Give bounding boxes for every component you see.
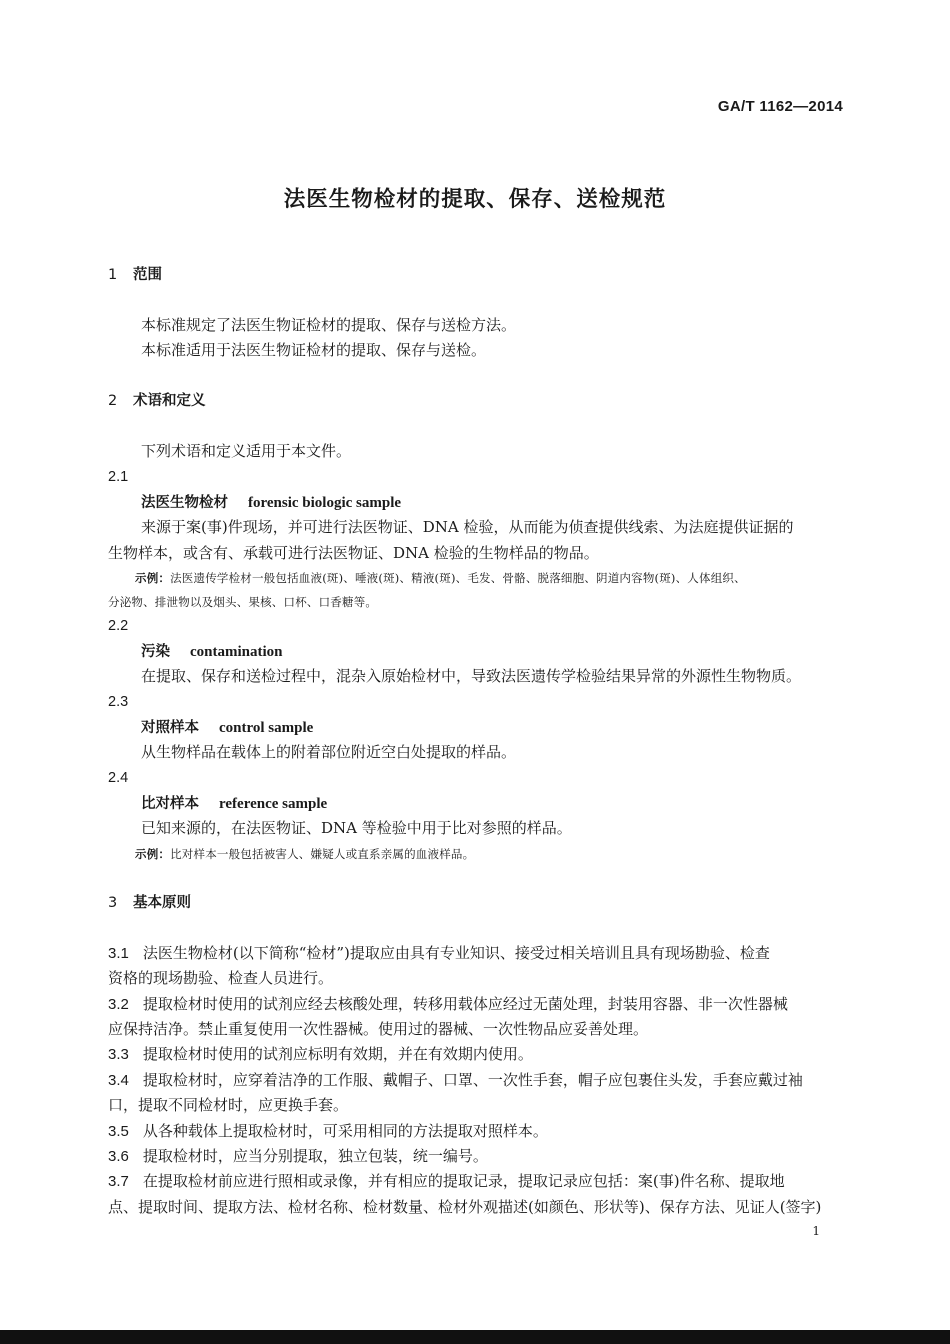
clause-text: 提取检材时使用的试剂应标明有效期，并在有效期内使用。 — [142, 1045, 533, 1063]
clause-number: 3.2 — [108, 996, 129, 1013]
paragraph: 下列术语和定义适用于本文件。 — [141, 442, 352, 460]
term-number: 2.2 — [108, 618, 129, 634]
example-label: 示例： — [135, 571, 171, 585]
section-1-heading — [108, 265, 162, 285]
term-entry — [141, 794, 327, 814]
section-number: 3 — [108, 895, 118, 911]
definition-line: 生物样本，或含有、承载可进行法医物证、DNA 检验的生物样品的物品。 — [108, 544, 599, 562]
clause — [108, 943, 770, 964]
clause-text: 资格的现场勘验、检查人员进行。 — [108, 969, 334, 987]
definition-line: 从生物样品在载体上的附着部位附近空白处提取的样品。 — [141, 743, 517, 761]
term-cn: 比对样本 — [141, 796, 199, 812]
clause-text: 法医生物检材(以下简称“检材”)提取应由具有专业知识、接受过相关培训且具有现场勘验、检查 — [142, 944, 770, 962]
standard-code: GA/T 1162—2014 — [717, 98, 843, 115]
clause — [108, 994, 788, 1015]
section-title: 基本原则 — [133, 895, 191, 911]
bottom-border — [0, 1330, 950, 1344]
clause-text: 提取检材时使用的试剂应经去核酸处理，转移用载体应经过无菌处理，封装用容器、非一次性器械 — [142, 995, 788, 1013]
example-text: 法医遗传学检材一般包括血液(斑)、唾液(斑)、精液(斑)、毛发、骨骼、脱落细胞、阴道内容物(斑)、人体组织、 — [170, 571, 746, 585]
page-number: 1 — [812, 1224, 820, 1238]
clause-text: 提取检材时，应穿着洁净的工作服、戴帽子、口罩、一次性手套，帽子应包裹住头发，手套应戴过袖 — [142, 1071, 803, 1089]
term-cn: 法医生物检材 — [141, 495, 228, 511]
clause-text: 点、提取时间、提取方法、检材名称、检材数量、检材外观描述(如颜色、形状等)、保存方法、见证人(签字) — [108, 1198, 822, 1216]
clause-text: 从各种载体上提取检材时，可采用相同的方法提取对照样本。 — [142, 1122, 548, 1140]
term-entry — [141, 718, 313, 738]
clause — [108, 1146, 488, 1167]
clause — [108, 1070, 803, 1091]
term-cn: 对照样本 — [141, 720, 199, 736]
section-title: 术语和定义 — [133, 393, 206, 409]
example-note — [135, 846, 474, 862]
clause-text: 口，提取不同检材时，应更换手套。 — [108, 1096, 349, 1114]
term-en: forensic biologic sample — [248, 495, 402, 511]
document-title: 法医生物检材的提取、保存、送检规范 — [283, 187, 667, 212]
clause-text: 应保持洁净。禁止重复使用一次性器械。使用过的器械、一次性物品应妥善处理。 — [108, 1020, 649, 1038]
section-3-heading — [108, 893, 191, 913]
term-number: 2.1 — [108, 469, 129, 485]
clause-number: 3.5 — [108, 1123, 129, 1140]
clause-number: 3.4 — [108, 1072, 129, 1089]
clause-text: 在提取检材前应进行照相或录像，并有相应的提取记录，提取记录应包括：案(事)件名称、提取地 — [142, 1172, 785, 1190]
section-number: 1 — [108, 267, 118, 283]
section-title: 范围 — [133, 267, 162, 283]
clause-number: 3.7 — [108, 1173, 129, 1190]
clause-number: 3.6 — [108, 1148, 129, 1165]
section-number: 2 — [108, 393, 118, 409]
example-text: 分泌物、排泄物以及烟头、果核、口杯、口香糖等。 — [108, 595, 378, 609]
paragraph: 本标准规定了法医生物证检材的提取、保存与送检方法。 — [141, 316, 517, 334]
example-note — [135, 570, 746, 586]
clause — [108, 1044, 533, 1065]
term-entry — [141, 642, 283, 662]
clause — [108, 1171, 785, 1192]
term-number: 2.3 — [108, 694, 129, 710]
term-number: 2.4 — [108, 770, 129, 786]
clause-number: 3.3 — [108, 1046, 129, 1063]
example-text: 比对样本一般包括被害人、嫌疑人或直系亲属的血液样品。 — [170, 847, 475, 861]
paragraph: 本标准适用于法医生物证检材的提取、保存与送检。 — [141, 341, 487, 359]
clause — [108, 1121, 548, 1142]
definition-line: 在提取、保存和送检过程中，混杂入原始检材中，导致法医遗传学检验结果异常的外源性生物物质。 — [141, 667, 802, 685]
section-2-heading — [108, 391, 206, 411]
clause-number: 3.1 — [108, 945, 129, 962]
term-entry — [141, 493, 401, 513]
definition-line: 已知来源的，在法医物证、DNA 等检验中用于比对参照的样品。 — [141, 819, 572, 837]
term-en: control sample — [219, 720, 314, 736]
term-en: contamination — [190, 644, 283, 660]
example-label: 示例： — [135, 847, 171, 861]
definition-line: 来源于案(事)件现场，并可进行法医物证、DNA 检验，从而能为侦查提供线索、为法庭提供证据的 — [141, 518, 794, 536]
term-cn: 污染 — [141, 644, 170, 660]
term-en: reference sample — [219, 796, 328, 812]
clause-text: 提取检材时，应当分别提取，独立包装，统一编号。 — [142, 1147, 488, 1165]
